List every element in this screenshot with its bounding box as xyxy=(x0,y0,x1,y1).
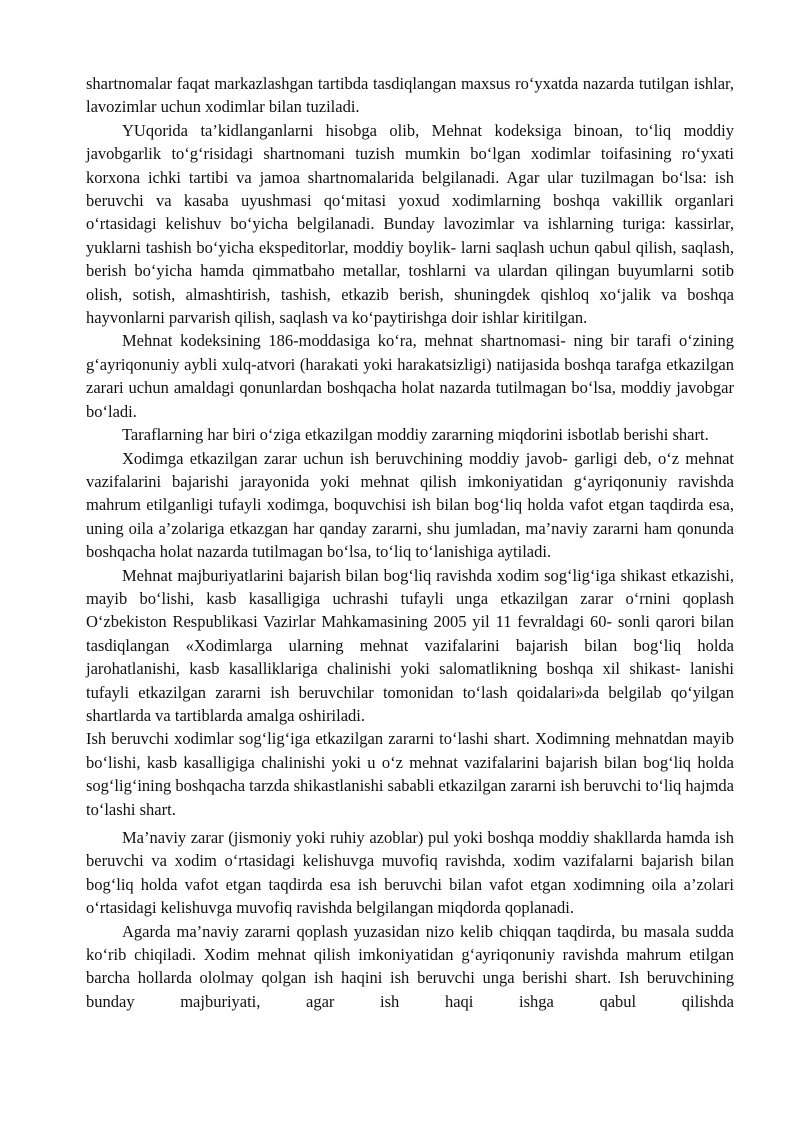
paragraph-4: Taraflarning har biri o‘ziga etkazilgan moddiy zararning miqdorini isbotlab berishi shart. xyxy=(122,425,709,445)
paragraph-3: Mehnat kodeksining 186-moddasiga ko‘ra, mehnat shartnomasi- ning bir tarafi o‘zining g‘ayriqonuniy aybli xulq-atvori (harakati yoki harakatsizligi) natijasida boshqa tarafga etkazilgan zarari uchun amaldagi qonunlardan boshqacha holat nazarda tutilmagan bo‘lsa, moddiy javobgar bo‘ladi. xyxy=(86,331,734,421)
paragraph-8: Ma’naviy zarar (jismoniy yoki ruhiy azoblar) pul yoki boshqa moddiy shakllarda hamda ish beruvchi va xodim o‘rtasidagi kelishuvga muvofiq ravishda, xodim vazifalarni bajarish bilan bog‘liq holda vafot etgan taqdirda esa ish beruvchi bilan vafot etgan xodimning oila a’zolari o‘rtasidagi kelishuvga muvofiq ravishda belgilangan miqdorda qoplanadi. xyxy=(86,828,734,918)
paragraph-5: Xodimga etkazilgan zarar uchun ish beruvchining moddiy javob- garligi deb, o‘z mehnat vazifalarini bajarishi jarayonida yoki mehnat qilish imkoniyatidan g‘ayriqonuniy ravishda mahrum etilganligi tufayli xodimga, boquvchisi ish bilan bog‘liq holda vafot etgan taqdirda esa, uning oila a’zolariga etkazgan har qanday zararni, shu jumladan, ma’naviy zararni ham qonunda boshqacha holat nazarda tutilmagan bo‘lsa, to‘liq to‘lanishiga aytiladi. xyxy=(86,448,734,562)
paragraph-9: Agarda ma’naviy zararni qoplash yuzasidan nizo kelib chiqqan taqdirda, bu masala sudda ko‘rib chiqiladi. Xodim mehnat qilish imkoniyatidan g‘ayriqonuniy ravishda mahrum etilgan barcha hollarda ololmay qolgan ish haqini ish beruvchi unga berishi shart. Ish beruvchining bunday majburiyati, agar ish haqi ishga qabul qilishda xyxy=(86,921,734,1011)
document-page xyxy=(86,72,734,1013)
paragraph-2: YUqorida ta’kidlanganlarni hisobga olib, Mehnat kodeksiga binoan, to‘liq moddiy javobgarlik to‘g‘risidagi shartnomani tuzish mumkin bo‘lgan xodimlar toifasining ro‘yxati korxona ichki tartibi va jamoa shartnomalarida belgilanadi. Agar ular tuzilmagan bo‘lsa: ish beruvchi va kasaba uyushmasi qo‘mitasi yoxud xodimlarning boshqa vakillik organlari o‘rtasidagi kelishuv bo‘yicha belgilanadi. Bunday lavozimlar va ishlarning turiga: kassirlar, yuklarni tashish bo‘yicha ekspeditorlar, moddiy boylik- larni saqlash uchun qabul qilish, saqlash, berish bo‘yicha hamda qimmatbaho metallar, toshlarni va ulardan qilingan buyumlarni sotib olish, sotish, almashtirish, tashish, etkazib berish, shuningdek qishloq xo‘jalik va boshqa hayvonlarni parvarish qilish, saqlash va ko‘paytirishga doir ishlar kiritilgan. xyxy=(86,120,734,328)
paragraph-1: shartnomalar faqat markazlashgan tartibda tasdiqlangan maxsus ro‘yxatda nazarda tutilgan ishlar, lavozimlar uchun xodimlar bilan tuziladi. xyxy=(86,74,734,117)
paragraph-7: Ish beruvchi xodimlar sog‘lig‘iga etkazilgan zararni to‘lashi shart. Xodimning mehnatdan mayib bo‘lishi, kasb kasalligiga chalinishi yoki u o‘z mehnat vazifalarini bajarish bilan bog‘liq holda sog‘lig‘ining boshqacha tarzda shikastlanishi sababli etkazilgan zararni ish beruvchi to‘liq hajmda to‘lashi shart. xyxy=(86,729,734,819)
paragraph-6: Mehnat majburiyatlarini bajarish bilan bog‘liq ravishda xodim sog‘lig‘iga shikast etkazishi, mayib bo‘lishi, kasb kasalligiga uchrashi tufayli unga etkazilgan zarar o‘rnini qoplash O‘zbekiston Respublikasi Vazirlar Mahkamasining 2005 yil 11 fevraldagi 60- sonli qarori bilan tasdiqlangan «Xodimlarga ularning mehnat vazifalarini bajarish bilan bog‘liq holda jarohatlanishi, kasb kasalliklariga chalinishi yoki salomatlikning boshqa xil shikast- lanishi tufayli etkazilgan zararni ish beruvchilar tomonidan to‘lash qoidalari»da belgilab qo‘yilgan shartlarda va tartiblarda amalga oshiriladi. xyxy=(86,565,734,725)
